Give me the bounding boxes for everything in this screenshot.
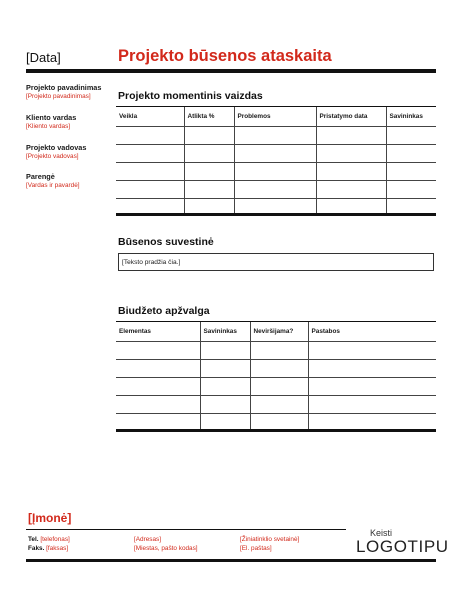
table-cell[interactable]: [316, 127, 386, 145]
table-cell[interactable]: [386, 127, 436, 145]
table-header-row: [116, 322, 436, 342]
table-cell[interactable]: [184, 163, 234, 181]
fax-value[interactable]: [faksas]: [46, 545, 69, 552]
sidebar-project-name: [26, 83, 112, 101]
column-header: Veikla: [119, 113, 138, 120]
table-cell[interactable]: [184, 181, 234, 199]
budget-table: [116, 322, 436, 431]
table-cell[interactable]: [200, 396, 250, 414]
snapshot-table-bottom-rule: [116, 213, 436, 216]
table-cell[interactable]: [250, 378, 308, 396]
table-row: [116, 396, 436, 414]
table-cell[interactable]: [116, 360, 200, 378]
column-header: Pristatymo data: [316, 107, 386, 127]
report-title: Projekto būsenos ataskaita: [118, 47, 332, 65]
table-cell[interactable]: [116, 396, 200, 414]
table-row: [116, 127, 436, 145]
table-cell[interactable]: [234, 181, 316, 199]
column-header: Elementas: [119, 328, 151, 335]
table-cell[interactable]: [386, 145, 436, 163]
top-rule: [26, 69, 436, 73]
sidebar-client-name: [26, 113, 112, 131]
budget-table-bottom-rule: [116, 429, 436, 432]
table-cell[interactable]: [116, 127, 184, 145]
logo-change-label[interactable]: Keisti: [370, 528, 393, 538]
column-header: Savininkas: [200, 322, 250, 342]
address-value[interactable]: [Adresas]: [134, 536, 161, 543]
footer-web-column: [240, 535, 299, 553]
email-value[interactable]: [El. paštas]: [240, 545, 272, 552]
table-cell[interactable]: [116, 145, 184, 163]
sidebar-value[interactable]: [Kliento vardas]: [26, 123, 71, 130]
table-cell[interactable]: [200, 342, 250, 360]
table-cell[interactable]: [250, 396, 308, 414]
website-value[interactable]: [Žiniatinklio svetainė]: [240, 536, 300, 543]
table-cell[interactable]: [308, 396, 436, 414]
sidebar-prepared-by: [26, 172, 112, 190]
table-cell[interactable]: [234, 127, 316, 145]
table-cell[interactable]: [234, 145, 316, 163]
table-cell[interactable]: [116, 378, 200, 396]
table-cell[interactable]: [116, 163, 184, 181]
table-cell[interactable]: [200, 360, 250, 378]
phone-value[interactable]: [telefonas]: [40, 536, 70, 543]
table-cell[interactable]: [116, 342, 200, 360]
logo-placeholder[interactable]: LOGOTIPU: [356, 537, 449, 556]
company-name[interactable]: [Įmonė]: [28, 511, 72, 525]
table-cell[interactable]: [316, 163, 386, 181]
table-cell[interactable]: [386, 181, 436, 199]
table-row: [116, 145, 436, 163]
table-cell[interactable]: [308, 360, 436, 378]
sidebar-value[interactable]: [Vardas ir pavardė]: [26, 182, 80, 189]
table-cell[interactable]: [116, 181, 184, 199]
fax-label: Faks.: [28, 545, 45, 552]
column-header: Problemos: [234, 107, 316, 127]
table-header-row: [116, 107, 436, 127]
status-text-box[interactable]: [Teksto pradžia čia.]: [118, 253, 434, 271]
table-cell[interactable]: [316, 181, 386, 199]
snapshot-heading: Projekto momentinis vaizdas: [118, 90, 263, 102]
sidebar-label: Projekto pavadinimas: [26, 83, 102, 92]
table-cell[interactable]: [250, 342, 308, 360]
table-cell[interactable]: [308, 342, 436, 360]
table-row: [116, 181, 436, 199]
city-value[interactable]: [Miestas, pašto kodas]: [134, 545, 198, 552]
table-row: [116, 378, 436, 396]
column-header: Pastabos: [308, 322, 436, 342]
sidebar-label: Projekto vadovas: [26, 143, 87, 152]
budget-heading: Biudžeto apžvalga: [118, 305, 210, 317]
bottom-rule: [26, 559, 436, 562]
footer-address-column: [134, 535, 198, 553]
table-cell[interactable]: [184, 127, 234, 145]
table-cell[interactable]: [308, 378, 436, 396]
column-header: Neviršijama?: [250, 322, 308, 342]
sidebar-label: Parengė: [26, 172, 55, 181]
column-header: Savininkas: [386, 107, 436, 127]
sidebar-value[interactable]: [Projekto vadovas]: [26, 153, 79, 160]
snapshot-table: [116, 107, 436, 216]
status-heading: Būsenos suvestinė: [118, 236, 214, 248]
sidebar-label: Kliento vardas: [26, 113, 77, 122]
sidebar-project-manager: [26, 143, 112, 161]
footer-rule: [26, 529, 346, 530]
footer-contact-column: [28, 535, 70, 553]
table-row: [116, 342, 436, 360]
table-cell[interactable]: [200, 378, 250, 396]
phone-label: Tel.: [28, 536, 39, 543]
table-cell[interactable]: [234, 163, 316, 181]
table-cell[interactable]: [386, 163, 436, 181]
column-header: Atlikta %: [184, 107, 234, 127]
date-placeholder[interactable]: [Data]: [26, 50, 61, 65]
sidebar-value[interactable]: [Projekto pavadinimas]: [26, 93, 91, 100]
table-cell[interactable]: [250, 360, 308, 378]
table-cell[interactable]: [184, 145, 234, 163]
table-cell[interactable]: [316, 145, 386, 163]
table-row: [116, 163, 436, 181]
table-row: [116, 360, 436, 378]
